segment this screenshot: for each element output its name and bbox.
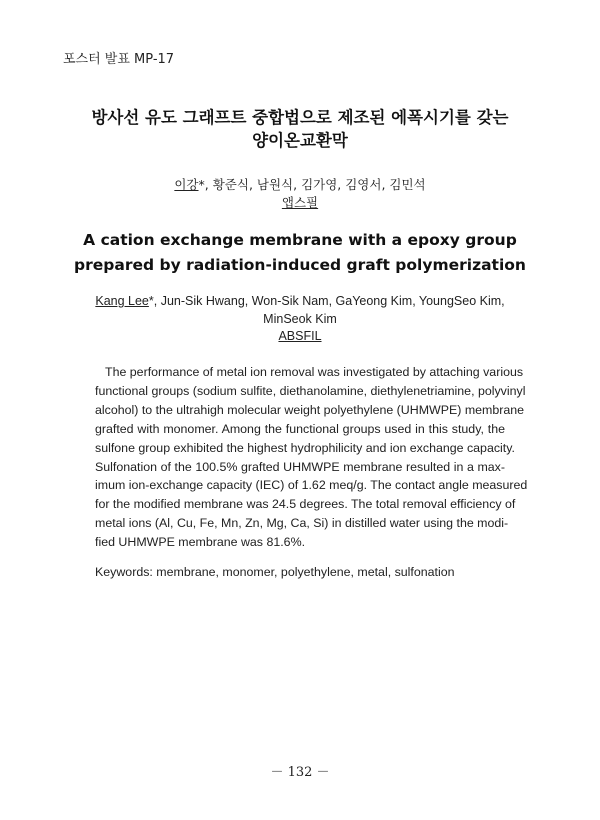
page-number: － 132 － [270, 765, 330, 780]
english-title-line-1: A cation exchange membrane with a epoxy group [83, 231, 517, 249]
korean-title [40, 106, 560, 152]
korean-author-mark: *, [198, 177, 213, 192]
abstract-line: sulfone group exhibited the highest hydrophilicity and ion exchange capacity. [95, 440, 515, 455]
abstract-line: fied UHMWPE membrane was 81.6%. [95, 535, 306, 550]
english-title [40, 228, 560, 278]
english-author-line-1 [40, 293, 560, 311]
abstract-line: functional groups (sodium sulfite, diethanolamine, diethylenetriamine, polyvinyl [95, 383, 526, 398]
abstract-line: alcohol) to the ultrahigh molecular weight polyethylene (UHMWPE) membrane [95, 402, 525, 417]
english-authors [40, 293, 560, 346]
korean-coauthors: 황준식, 남원식, 김가영, 김영서, 김민석 [212, 177, 426, 192]
korean-presenting-author: 이강 [174, 177, 199, 192]
abstract-line: The performance of metal ion removal was investigated by attaching various [105, 365, 524, 379]
english-author-mark: *, [148, 294, 161, 308]
keywords: Keywords: membrane, monomer, polyethylene, metal, sulfonation [95, 565, 455, 579]
english-presenting-author: Kang Lee [95, 294, 149, 308]
korean-authors [40, 176, 560, 212]
abstract-line: for the modified membrane was 24.5 degrees. The total removal efficiency of [95, 497, 516, 512]
english-affiliation: ABSFIL [278, 329, 322, 343]
korean-title-line-1: 방사선 유도 그래프트 중합법으로 제조된 에폭시기를 갖는 [91, 108, 509, 127]
korean-author-line [40, 176, 560, 194]
abstract-line: Sulfonation of the 100.5% grafted UHMWPE membrane resulted in a max- [95, 459, 505, 474]
korean-affiliation: 앱스필 [281, 195, 319, 210]
english-author-line-2: MinSeok Kim [263, 311, 337, 326]
abstract-line: metal ions (Al, Cu, Fe, Mn, Zn, Mg, Ca, Si) in distilled water using the modi- [95, 516, 509, 531]
session-label: 포스터 발표 MP-17 [63, 52, 175, 67]
english-coauthors: Jun-Sik Hwang, Won-Sik Nam, GaYeong Kim, YoungSeo Kim, [160, 294, 505, 308]
abstract-line: imum ion-exchange capacity (IEC) of 1.62 meq/g. The contact angle measured [95, 478, 528, 493]
abstract-body [95, 363, 528, 552]
korean-title-line-2: 양이온교환막 [252, 131, 348, 150]
abstract-line: grafted with monomer. Among the functional groups used in this study, the [95, 421, 505, 436]
english-title-line-2: prepared by radiation-induced graft polymerization [74, 256, 526, 274]
